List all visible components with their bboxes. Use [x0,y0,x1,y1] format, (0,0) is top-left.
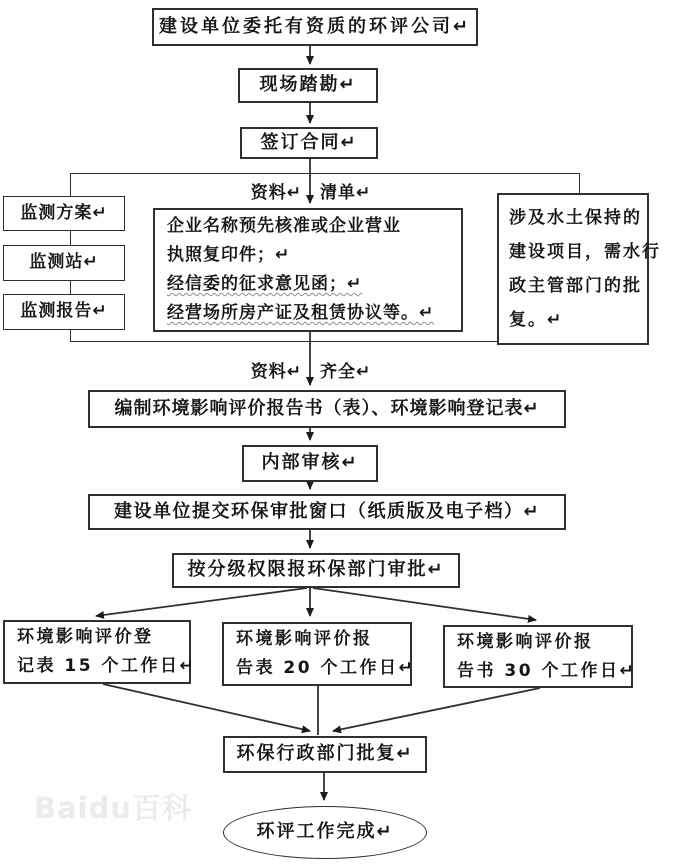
water-soil-line4: 复。↵ [509,310,564,330]
node-site-survey-label: 现场踏勘↵ [259,74,357,96]
water-soil-line3: 政主管部门的批 [509,276,642,296]
node-submit-window [88,494,566,530]
node-eia-complete [223,806,427,859]
node-admin-reply-label: 环保行政部门批复↵ [236,743,414,765]
node-required-documents [153,208,463,332]
node-register-form-15days [3,620,197,684]
node-compile-report-label: 编制环境影响评价报告书（表）、环境影响登记表↵ [114,397,540,419]
arrow-register-to-reply [103,684,310,731]
node-sign-contract [240,127,378,159]
node-water-soil-note [497,193,661,345]
node-compile-report [88,390,566,428]
node-admin-reply [223,736,427,773]
node-monitor-plan [3,196,125,231]
node-report-form-20days [222,622,416,686]
node-internal-review [242,445,378,482]
register-form-line2: 记表 15 个工作日↵ [17,656,197,676]
node-tiered-approval-label: 按分级权限报环保部门审批↵ [187,559,445,581]
water-soil-line2: 建设项目，需水行 [509,242,661,262]
report-form-line1: 环境影响评价报 [236,629,373,649]
node-tiered-approval [172,553,460,588]
required-documents-line1: 企业名称预先核准或企业营业 [167,216,401,236]
node-sign-contract-label: 签订合同↵ [260,131,358,153]
node-submit-window-label: 建设单位提交环保审批窗口（纸质版及电子档）↵ [113,500,541,522]
node-monitor-plan-label: 监测方案↵ [20,202,108,223]
label-materials-list-left: 资料↵ [250,183,302,203]
label-materials-list-right: 清单↵ [320,183,372,203]
baidu-baike-watermark: Baidu百科 [34,791,193,825]
arrow-reportbook-to-reply [333,688,540,731]
register-form-line1: 环境影响评价登 [17,627,154,647]
node-monitor-station [3,245,125,281]
node-report-book-30days [443,625,637,688]
node-entrust-company [152,8,478,46]
node-site-survey [238,68,378,103]
node-eia-complete-label: 环评工作完成↵ [256,821,394,843]
node-entrust-company-label: 建设单位委托有资质的环评公司↵ [158,15,472,37]
arrow-tiered-to-register [96,588,307,616]
node-monitor-report-label: 监测报告↵ [20,301,108,322]
arrow-tiered-to-reportbook [313,588,536,620]
report-book-line1: 环境影响评价报 [457,631,594,652]
node-internal-review-label: 内部审核↵ [261,452,359,474]
report-book-line2: 告书 30 个工作日↵ [457,660,637,681]
required-documents-line2: 执照复印件；↵ [167,245,291,265]
node-monitor-station-label: 监测站↵ [29,252,99,273]
report-form-line2: 告表 20 个工作日↵ [236,658,416,678]
label-materials-ready-right: 齐全↵ [320,362,372,382]
required-documents-line4: 经营场所房产证及租赁协议等。↵ [167,303,435,323]
node-monitor-report [3,294,125,330]
required-documents-line3: 经信委的征求意见函；↵ [167,274,363,294]
label-materials-ready-left: 资料↵ [250,362,302,382]
water-soil-line1: 涉及水土保持的 [509,208,642,228]
